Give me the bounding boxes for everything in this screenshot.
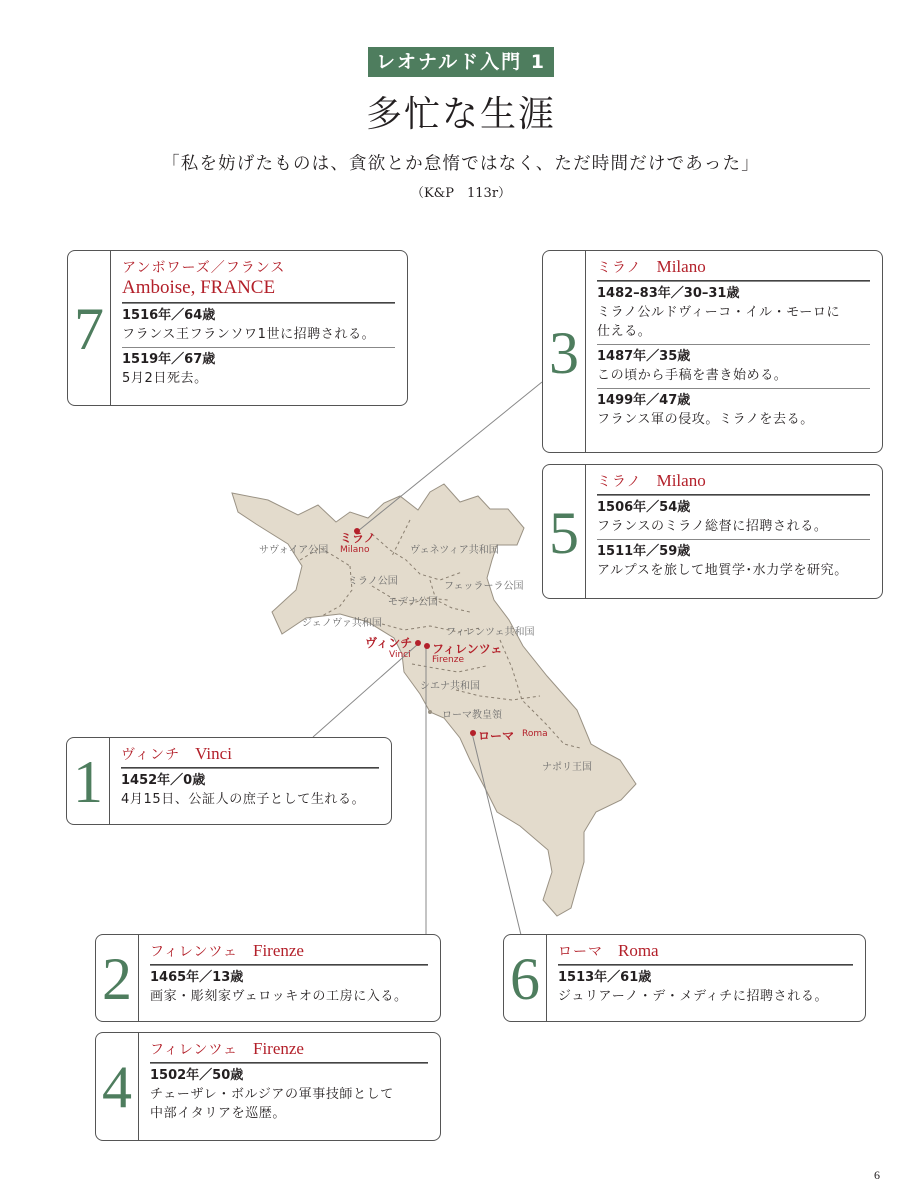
card-number: 4 <box>102 1054 132 1120</box>
entry-text: 画家・彫刻家ヴェロッキオの工房に入る。 <box>150 989 408 1004</box>
entry-year: 1482–83年／30–31歳 <box>597 286 740 301</box>
card-number-box <box>96 935 139 1021</box>
entry-year: 1465年／13歳 <box>150 970 244 985</box>
place-name-en: Milano <box>656 471 706 490</box>
card-number: 3 <box>549 320 579 386</box>
card-number-box <box>543 465 586 598</box>
region-label-venice: ヴェネツィア共和国 <box>410 545 499 556</box>
city-label-vinci-jp: ヴィンチ <box>365 636 413 650</box>
place-name-jp: アンボワーズ／フランス <box>122 260 286 276</box>
entry-text: フランス王フランソワ1世に招聘される。 <box>122 327 376 342</box>
timeline-entry <box>597 388 870 429</box>
city-label-vinci-en: Vinci <box>389 650 411 660</box>
place-name <box>597 471 870 491</box>
timeline-entry <box>597 344 870 385</box>
quote: 「私を妨げたものは、貪欲とか怠惰ではなく、ただ時間だけであった」 <box>162 154 760 174</box>
place-name-en: Amboise, FRANCE <box>122 277 276 298</box>
place-name-en: Firenze <box>252 1039 304 1058</box>
entry-text: チェーザレ・ボルジアの軍事技師として <box>150 1087 394 1102</box>
place-name-en: Roma <box>618 941 659 960</box>
entry-year: 1519年／67歳 <box>122 352 216 367</box>
place-name <box>121 744 379 764</box>
vinci-marker <box>415 640 421 646</box>
section-badge: レオナルド入門 1 <box>368 47 554 77</box>
entry-year: 1506年／54歳 <box>597 500 691 515</box>
card-number-box <box>67 738 110 824</box>
timeline-entry <box>597 495 870 536</box>
entry-text: フランスのミラノ総督に招聘される。 <box>597 519 828 534</box>
entry-year: 1502年／50歳 <box>150 1068 244 1083</box>
timeline-entry <box>122 303 395 344</box>
card-number: 2 <box>102 946 132 1012</box>
entry-text: 中部イタリアを巡歴。 <box>150 1106 287 1121</box>
elba-island <box>428 710 432 714</box>
place-name-jp: フィレンツェ <box>150 944 238 960</box>
region-label-ferrara: フェッラーラ公国 <box>444 581 524 592</box>
timeline-entry <box>122 347 395 388</box>
card-firenze-1 <box>95 934 441 1022</box>
city-label-roma-en: Roma <box>522 729 548 739</box>
region-label-modena: モデナ公国 <box>388 597 438 608</box>
city-label-firenze-en: Firenze <box>432 655 465 665</box>
timeline-entry <box>597 539 870 580</box>
entry-text: この頃から手稿を書き始める。 <box>597 368 788 383</box>
entry-year: 1516年／64歳 <box>122 308 216 323</box>
entry-year: 1513年／61歳 <box>558 970 652 985</box>
region-label-siena: シエナ共和国 <box>420 681 480 692</box>
entry-year: 1487年／35歳 <box>597 349 691 364</box>
entry-year: 1452年／0歳 <box>121 773 206 788</box>
place-name-jp: ローマ <box>558 944 603 960</box>
place-name-jp: ミラノ <box>597 474 642 490</box>
entry-text: フランス軍の侵攻。ミラノを去る。 <box>597 412 814 427</box>
region-label-florence: フィレンツェ共和国 <box>446 627 535 638</box>
card-number-box <box>96 1033 139 1140</box>
region-label-naples: ナポリ王国 <box>542 762 592 773</box>
entry-text: ジュリアーノ・デ・メディチに招聘される。 <box>558 989 829 1004</box>
place-name <box>558 941 853 961</box>
card-number-box <box>68 251 111 405</box>
city-label-firenze-jp: フィレンツェ <box>432 642 503 656</box>
place-name-jp: ミラノ <box>597 260 642 276</box>
place-name-en: Vinci <box>195 744 232 763</box>
page-number: 6 <box>874 1168 880 1182</box>
quote-reference: （K&P 113r） <box>410 186 512 201</box>
card-firenze-2 <box>95 1032 441 1141</box>
place-name-jp: フィレンツェ <box>150 1042 238 1058</box>
card-number: 6 <box>510 946 540 1012</box>
timeline-entry <box>150 965 428 1006</box>
rome-marker <box>470 730 476 736</box>
city-label-roma-jp: ローマ <box>478 729 515 743</box>
entry-year: 1499年／47歳 <box>597 393 691 408</box>
florence-marker <box>424 643 430 649</box>
card-number: 7 <box>74 296 104 362</box>
card-amboise <box>67 250 408 406</box>
card-number-box <box>504 935 547 1021</box>
region-label-genoa: ジェノヴァ共和国 <box>302 618 382 629</box>
region-label-savoy: サヴォイア公国 <box>259 545 329 556</box>
entry-text: ミラノ公ルドヴィーコ・イル・モーロに <box>597 305 841 320</box>
timeline-entry <box>121 768 379 809</box>
page-title: 多忙な生涯 <box>365 94 556 135</box>
place-name-en: Firenze <box>252 941 304 960</box>
place-name <box>597 257 870 277</box>
place-name <box>150 1039 428 1059</box>
card-milano-2 <box>542 464 883 599</box>
timeline-entry <box>150 1063 428 1123</box>
place-name <box>150 941 428 961</box>
card-roma <box>503 934 866 1022</box>
card-number: 1 <box>73 749 103 815</box>
entry-year: 1511年／59歳 <box>597 544 691 559</box>
city-label-milano-jp: ミラノ <box>340 531 376 545</box>
region-label-milan: ミラノ公国 <box>348 576 398 587</box>
place-name-jp: ヴィンチ <box>121 747 181 763</box>
entry-text: 仕える。 <box>597 324 652 339</box>
timeline-entry <box>558 965 853 1006</box>
card-number-box <box>543 251 586 452</box>
city-label-milano-en: Milano <box>340 545 370 555</box>
entry-text: 5月2日死去。 <box>122 371 208 386</box>
place-name-en: Milano <box>656 257 706 276</box>
entry-text: アルプスを旅して地質学･水力学を研究。 <box>597 563 848 578</box>
card-vinci <box>66 737 392 825</box>
timeline-entry <box>597 281 870 341</box>
region-label-papal: ローマ教皇領 <box>442 710 502 721</box>
card-milano-1 <box>542 250 883 453</box>
card-number: 5 <box>549 500 579 566</box>
entry-text: 4月15日、公証人の庶子として生れる。 <box>121 792 366 807</box>
